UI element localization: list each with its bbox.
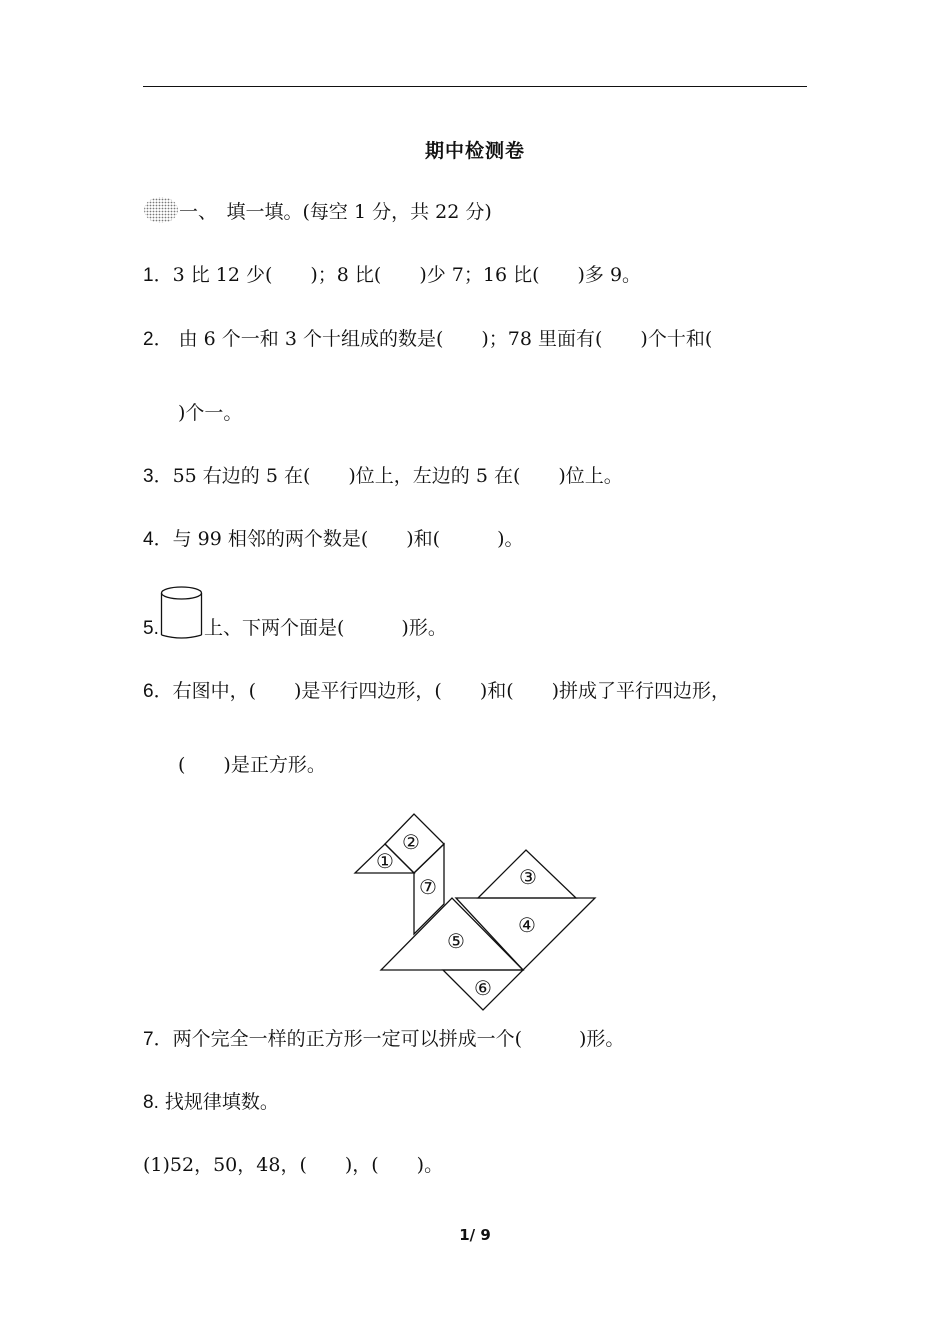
question-5-number: [143, 614, 159, 643]
question-3: [143, 462, 623, 491]
question-number: 7．: [143, 1029, 173, 1050]
question-text: 3 比 12 少( )；8 比( )少 7；16 比( )多 9。: [172, 264, 642, 286]
page-title: 期中检测卷: [424, 140, 525, 162]
tangram-bird-figure: [350, 808, 600, 1016]
question-number: 4．: [143, 529, 173, 550]
question-text: 由 6 个一和 3 个十组成的数是( )；78 里面有( )个十和(: [172, 328, 713, 350]
tangram-label-2: ②: [402, 830, 420, 854]
header-rule: [143, 86, 807, 87]
question-number: 2．: [143, 329, 173, 350]
cylinder-figure: [159, 585, 204, 641]
question-8-part-1: (1)52，50，48，( )，( )。: [143, 1154, 444, 1176]
question-2: [143, 325, 712, 354]
question-number: 3．: [143, 466, 173, 487]
question-1: [143, 261, 641, 290]
section-heading: 一、 填一填。(每空 1 分，共 22 分): [179, 201, 492, 223]
question-text: 55 右边的 5 在( )位上，左边的 5 在( )位上。: [172, 465, 623, 487]
page-number: 1/ 9: [459, 1226, 491, 1244]
question-4: [143, 525, 524, 554]
tangram-label-3: ③: [519, 865, 537, 889]
question-number: 5.: [143, 618, 159, 639]
question-text: 与 99 相邻的两个数是( )和( )。: [172, 528, 524, 550]
question-6-continued: ( )是正方形。: [178, 754, 326, 776]
question-number: 6．: [143, 681, 173, 702]
question-number: 1．: [143, 265, 173, 286]
section-marker-icon: [143, 195, 179, 225]
question-number: 8.: [143, 1092, 159, 1113]
question-text: 找规律填数。: [158, 1091, 279, 1113]
tangram-label-6: ⑥: [474, 976, 492, 1000]
question-8: [143, 1088, 279, 1117]
tangram-label-5: ⑤: [447, 929, 465, 953]
question-text: 两个完全一样的正方形一定可以拼成一个( )形。: [172, 1028, 625, 1050]
question-6: [143, 677, 730, 706]
question-5-text: 上、下两个面是( )形。: [204, 617, 447, 639]
tangram-label-4: ④: [518, 913, 536, 937]
question-text: 右图中，( )是平行四边形，( )和( )拼成了平行四边形，: [172, 680, 731, 702]
tangram-label-1: ①: [376, 849, 394, 873]
question-7: [143, 1025, 624, 1054]
question-2-continued: )个一。: [178, 402, 243, 424]
tangram-label-7: ⑦: [419, 875, 437, 899]
